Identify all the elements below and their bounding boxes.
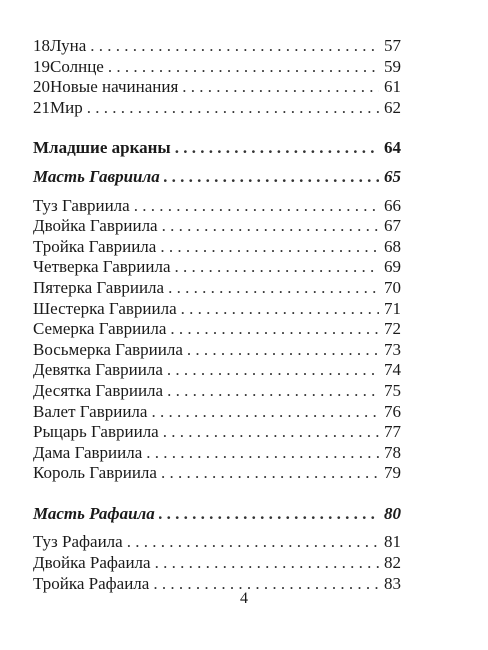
section-gap [33,524,401,532]
entry-title: Валет Гавриила [33,401,148,421]
entry-page: 70 [384,277,401,297]
toc-suit-raphael[interactable] [33,504,401,525]
toc-entry[interactable] [33,278,401,299]
entry-page: 75 [384,380,401,400]
entry-page: 73 [384,339,401,359]
entry-number: 19 [33,56,50,76]
entry-title: Пятерка Гавриила [33,277,165,297]
section-gap [33,484,401,504]
entry-page: 83 [384,573,401,593]
toc-suit-gabriel[interactable] [33,167,401,188]
page-number: 4 [240,590,248,607]
suit-page: 80 [384,503,401,523]
entry-number: 18 [33,36,50,55]
toc-entry[interactable] [33,216,401,237]
entry-title: Дама Гавриила [33,442,143,462]
dot-leader [182,77,379,98]
dot-leader [151,402,379,423]
entry-page: 71 [384,298,401,318]
toc-entry[interactable] [33,443,401,464]
toc-entry[interactable] [33,360,401,381]
entry-title: Тройка Рафаила [33,573,150,593]
section-title: Младшие арканы [33,138,171,158]
dot-leader [90,36,379,57]
dot-leader [87,98,379,119]
entry-page: 68 [384,236,401,256]
suit-page: 65 [384,166,401,186]
section-page: 64 [384,138,401,158]
dot-leader [162,216,379,237]
entry-title: Солнце [50,56,104,76]
dot-leader [160,237,379,258]
entry-page: 67 [384,216,401,236]
entry-title: Тройка Гавриила [33,236,157,256]
toc-entry[interactable] [33,422,401,443]
suit-title: Масть Гавриила [33,166,160,186]
section-gap [33,159,401,167]
toc-entry[interactable] [33,340,401,361]
dot-leader [187,340,379,361]
entry-number: 20 [33,77,50,97]
entry-title: Туз Рафаила [33,532,123,552]
dot-leader [159,504,379,525]
dot-leader [167,360,379,381]
entry-title: Двойка Гавриила [33,216,158,236]
entry-page: 61 [384,77,401,97]
entry-page: 79 [384,463,401,483]
dot-leader [175,257,380,278]
dot-leader [146,443,379,464]
dot-leader [170,319,379,340]
entry-title: Девятка Гавриила [33,360,163,380]
entry-page: 81 [384,532,401,552]
entry-number: 21 [33,97,50,117]
entry-title: Семерка Гавриила [33,319,167,339]
toc-entry[interactable] [33,98,401,119]
toc-entry[interactable] [33,532,401,553]
dot-leader [168,278,379,299]
dot-leader [161,463,379,484]
dot-leader [167,381,379,402]
entry-page: 62 [384,97,401,117]
toc-entry[interactable] [33,299,401,320]
dot-leader [127,532,379,553]
toc-entry[interactable] [33,381,401,402]
dot-leader [134,196,379,217]
toc-entry[interactable] [33,57,401,78]
toc-section-minor-arcana[interactable] [33,138,401,159]
entry-title: Туз Гавриила [33,195,130,215]
dot-leader [181,299,379,320]
entry-title: Восьмерка Гавриила [33,339,183,359]
entry-page: 72 [384,319,401,339]
entry-title: Король Гавриила [33,463,157,483]
entry-title: Десятка Гавриила [33,380,164,400]
dot-leader [108,57,379,78]
entry-page: 69 [384,257,401,277]
entry-page: 78 [384,442,401,462]
entry-title: Двойка Рафаила [33,553,151,573]
toc-entry[interactable] [33,402,401,423]
entry-page: 74 [384,360,401,380]
toc-entry[interactable] [33,237,401,258]
toc-entry[interactable] [33,196,401,217]
entry-page: 82 [384,553,401,573]
section-gap [33,118,401,138]
table-of-contents [33,36,401,594]
toc-entry[interactable] [33,319,401,340]
entry-page: 76 [384,401,401,421]
entry-page: 66 [384,195,401,215]
entry-title: Рыцарь Гавриила [33,422,159,442]
toc-entry[interactable] [33,553,401,574]
toc-entry[interactable] [33,257,401,278]
section-gap [33,188,401,196]
entry-page: 77 [384,422,401,442]
entry-title: Четверка Гавриила [33,257,171,277]
toc-entry[interactable] [33,463,401,484]
entry-page: 57 [384,36,401,55]
dot-leader [155,553,379,574]
toc-entry[interactable] [33,36,401,57]
entry-title: Луна [50,36,87,55]
dot-leader [164,167,379,188]
entry-title: Шестерка Гавриила [33,298,177,318]
toc-entry[interactable] [33,77,401,98]
entry-page: 59 [384,56,401,76]
dot-leader [163,422,379,443]
entry-title: Мир [50,97,83,117]
dot-leader [175,138,379,159]
suit-title: Масть Рафаила [33,503,155,523]
entry-title: Новые начинания [50,77,179,97]
